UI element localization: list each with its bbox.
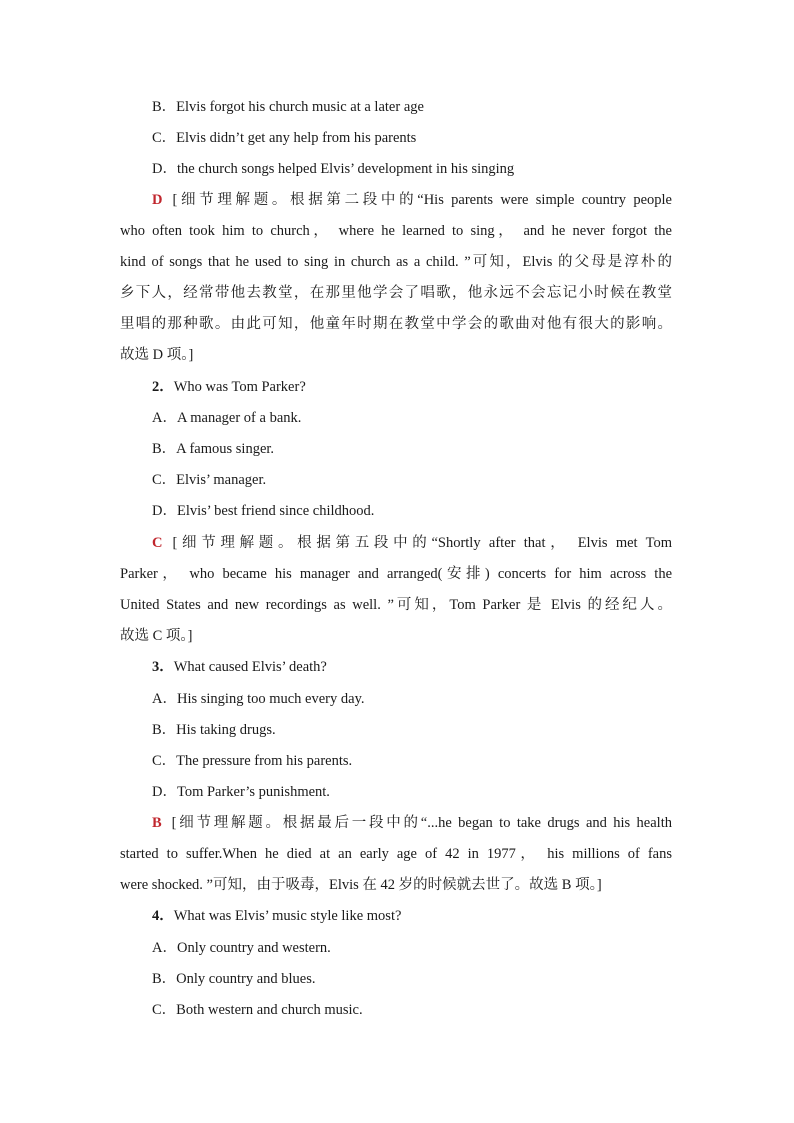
q3-explanation-line: started to suffer.When he died at an early age of 42 in 1977， his millions of fans bbox=[120, 846, 672, 862]
q1-explanation-line: D [细节理解题。根据第二段中的“His parents were simple country people bbox=[152, 192, 672, 208]
q1-explanation-line: kind of songs that he used to sing in church as a child. ”可知，Elvis 的父母是淳朴的 bbox=[120, 254, 672, 270]
q1-explanation-line: who often took him to church， where he learned to sing， and he never forgot the bbox=[120, 223, 672, 239]
q2-answer-letter: C bbox=[152, 535, 163, 551]
q2-option-c: C．Elvis’ manager. bbox=[152, 472, 267, 488]
q2-stem: 2．Who was Tom Parker? bbox=[152, 379, 306, 395]
q4-option-b: B．Only country and blues. bbox=[152, 971, 316, 987]
q1-option-c: C．Elvis didn’t get any help from his parents bbox=[152, 130, 417, 146]
q1-option-b: B．Elvis forgot his church music at a later age bbox=[152, 99, 424, 115]
q1-explanation-line: 乡下人，经常带他去教堂，在那里他学会了唱歌，他永远不会忘记小时候在教堂 bbox=[120, 285, 672, 301]
q2-explanation-line: C [细节理解题。根据第五段中的“Shortly after that， Elvis met Tom bbox=[152, 535, 672, 551]
q3-option-d: D．Tom Parker’s punishment. bbox=[152, 784, 330, 800]
q4-option-a: A．Only country and western. bbox=[152, 940, 331, 956]
q4-option-c: C．Both western and church music. bbox=[152, 1002, 363, 1018]
q2-explanation-line: United States and new recordings as well. ”可知，Tom Parker 是 Elvis 的经纪人。 bbox=[120, 597, 672, 613]
q3-explanation bbox=[120, 808, 672, 901]
q2-explanation-line: 故选 C 项。] bbox=[120, 628, 193, 644]
q3-stem: 3．What caused Elvis’ death? bbox=[152, 659, 327, 675]
q2-explanation-line: Parker， who became his manager and arranged(安排) concerts for him across the bbox=[120, 566, 672, 582]
q2-explanation bbox=[120, 528, 672, 652]
q2-option-d: D．Elvis’ best friend since childhood. bbox=[152, 503, 375, 519]
q3-explanation-line: were shocked. ”可知，由于吸毒，Elvis 在 42 岁的时候就去世了。故选 B 项。] bbox=[120, 877, 602, 893]
q3-explanation-line: B [细节理解题。根据最后一段中的“...he began to take drugs and his health bbox=[152, 815, 672, 831]
q1-answer-letter: D bbox=[152, 192, 163, 208]
q4-stem: 4．What was Elvis’ music style like most? bbox=[152, 908, 402, 924]
q3-option-a: A．His singing too much every day. bbox=[152, 691, 365, 707]
q1-explanation-line: 故选 D 项。] bbox=[120, 347, 194, 363]
q1-explanation bbox=[120, 185, 672, 371]
q3-option-c: C．The pressure from his parents. bbox=[152, 753, 353, 769]
q3-option-b: B．His taking drugs. bbox=[152, 722, 276, 738]
q1-explanation-line: 里唱的那种歌。由此可知，他童年时期在教堂中学会的歌曲对他有很大的影响。 bbox=[120, 316, 672, 332]
q3-answer-letter: B bbox=[152, 815, 162, 831]
q1-option-d: D．the church songs helped Elvis’ development in his singing bbox=[152, 161, 515, 177]
q2-option-a: A．A manager of a bank. bbox=[152, 410, 302, 426]
q2-option-b: B．A famous singer. bbox=[152, 441, 275, 457]
